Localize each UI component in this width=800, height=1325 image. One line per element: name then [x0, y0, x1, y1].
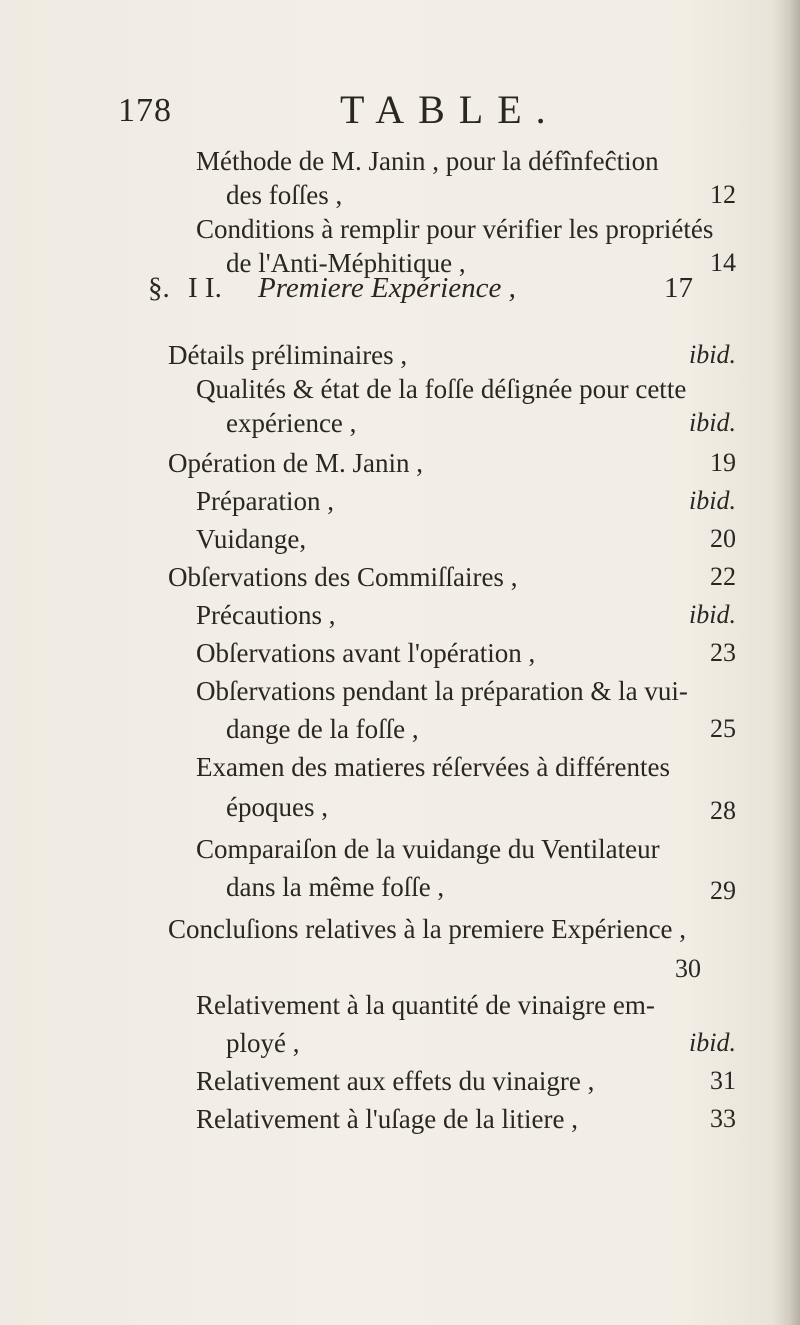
item-page: 29 [710, 876, 736, 905]
item-page: ibid. [689, 408, 736, 437]
item-page: 31 [710, 1066, 736, 1095]
item-page: ibid. [689, 340, 736, 369]
item-text: dange de la foſſe , [226, 714, 419, 744]
section-number: I I. [188, 272, 222, 304]
entry-line: Conditions à remplir pour vérifier les propriétés [196, 214, 714, 244]
entry-page: 12 [710, 180, 736, 209]
item-text: Obſervations pendant la préparation & la vui- [196, 676, 688, 706]
item-text: Détails préliminaires , [168, 340, 408, 370]
page-number: 178 [118, 92, 172, 129]
entry-line: de l'Anti-Méphitique , [226, 248, 466, 278]
item-text: Examen des matieres réſervées à différentes [196, 752, 671, 782]
item-text: Comparaiſon de la vuidange du Ventilateur [196, 834, 660, 864]
item-text: Vuidange, [196, 524, 307, 554]
item-text: époques , [226, 792, 328, 822]
section-page: 17 [664, 272, 693, 304]
item-text: Relativement à la quantité de vinaigre em- [196, 990, 655, 1020]
item-text: Précautions , [196, 600, 336, 630]
item-text: Qualités & état de la foſſe déſignée pour cette [196, 374, 687, 404]
entry-page: 14 [710, 248, 736, 277]
item-page: 22 [710, 562, 736, 591]
item-page: ibid. [689, 486, 736, 515]
entry-line: des foſſes , [226, 180, 343, 210]
item-page: 23 [710, 638, 736, 667]
item-text: Relativement à l'uſage de la litiere , [196, 1104, 578, 1134]
section-title: Premiere Expérience , [258, 272, 516, 304]
item-text: expérience , [226, 408, 357, 438]
item-page: ibid. [689, 1028, 736, 1057]
item-text: ployé , [226, 1028, 300, 1058]
item-page: 30 [675, 954, 701, 983]
entry-line: Méthode de M. Janin , pour la défînfeĉtion [196, 146, 659, 176]
section-symbol: §. [148, 272, 170, 304]
item-text: Obſervations avant l'opération , [196, 638, 536, 668]
item-text: Préparation , [196, 486, 334, 516]
item-text: dans la même foſſe , [226, 872, 445, 902]
item-page: 19 [710, 448, 736, 477]
item-page: 33 [710, 1104, 736, 1133]
item-text: Concluſions relatives à la premiere Expérience , [168, 914, 687, 944]
page-edge-shadow [772, 0, 800, 1325]
item-page: 28 [710, 796, 736, 825]
page-title: TABLE. [340, 87, 560, 132]
item-page: 20 [710, 524, 736, 553]
item-text: Obſervations des Commiſſaires , [168, 562, 518, 592]
section-heading [148, 272, 728, 312]
item-page: 25 [710, 714, 736, 743]
running-head [118, 82, 718, 132]
item-text: Relativement aux effets du vinaigre , [196, 1066, 595, 1096]
item-text: Opération de M. Janin , [168, 448, 423, 478]
item-page: ibid. [689, 600, 736, 629]
